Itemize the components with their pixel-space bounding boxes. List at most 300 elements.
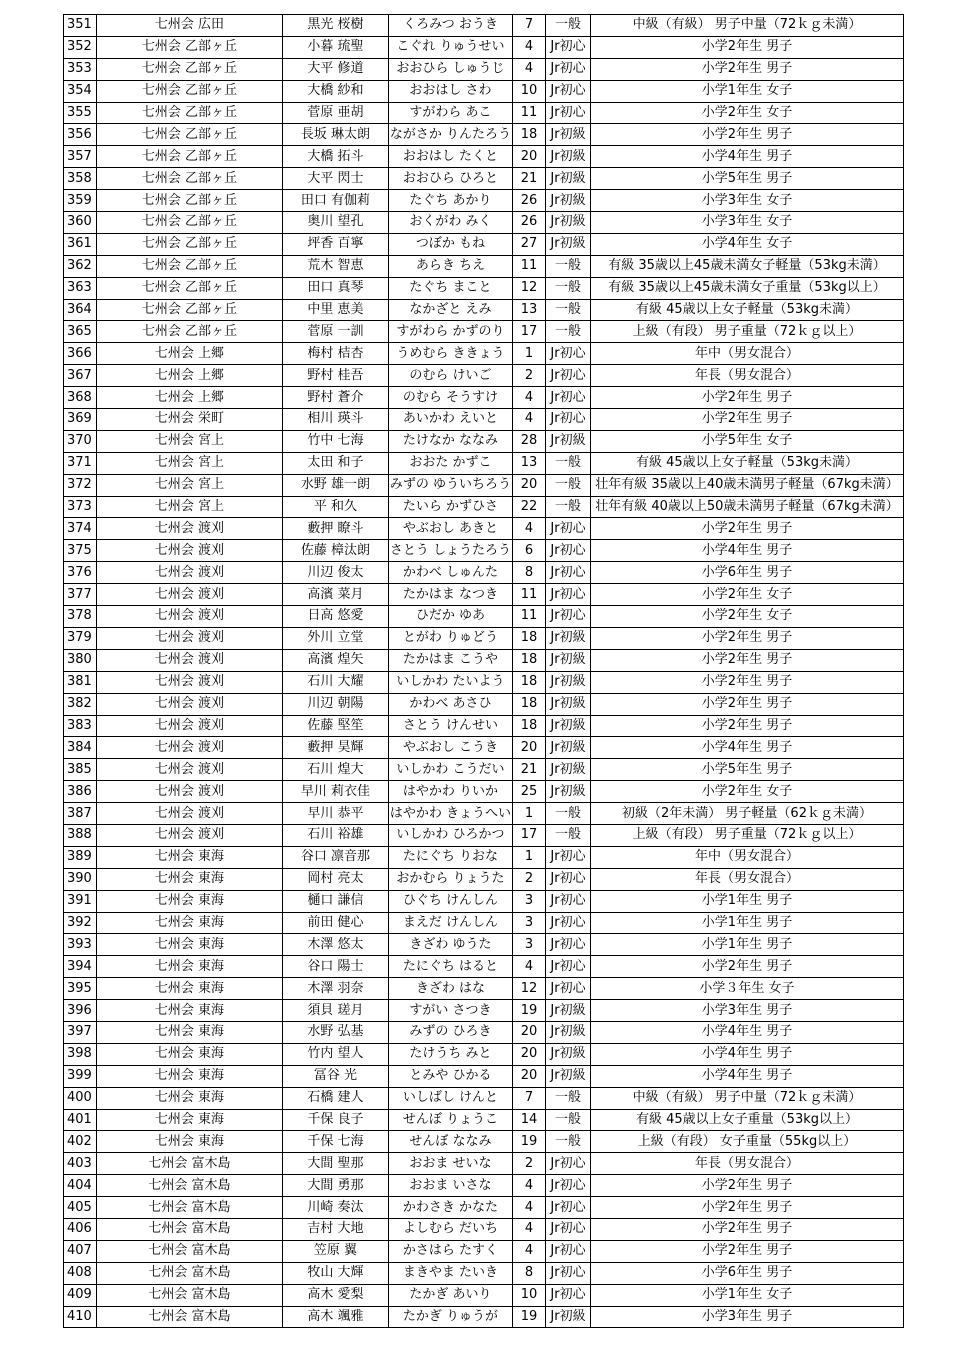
category-cell: 年長（男女混合）	[591, 1153, 904, 1175]
dojo-cell: 七州会 渡刈	[97, 759, 283, 781]
table-row	[64, 1175, 904, 1197]
group-number-cell: 26	[513, 212, 546, 234]
dojo-cell: 七州会 渡刈	[97, 606, 283, 628]
category-cell: 初級（2年未満） 男子軽量（62ｋｇ未満）	[591, 803, 904, 825]
class-cell: Jr初級	[546, 233, 591, 255]
kana-cell: ひだか ゆあ	[389, 606, 513, 628]
table-row	[64, 1218, 904, 1240]
kana-cell: たかぎ あいり	[389, 1284, 513, 1306]
dojo-cell: 七州会 渡刈	[97, 715, 283, 737]
class-cell: Jr初心	[546, 934, 591, 956]
class-cell: Jr初級	[546, 627, 591, 649]
class-cell: 一般	[546, 299, 591, 321]
class-cell: 一般	[546, 277, 591, 299]
name-cell: 梅村 桔杏	[283, 343, 389, 365]
group-number-cell: 26	[513, 190, 546, 212]
dojo-cell: 七州会 渡刈	[97, 584, 283, 606]
class-cell: Jr初心	[546, 36, 591, 58]
class-cell: Jr初心	[546, 409, 591, 431]
name-cell: 大間 聖那	[283, 1153, 389, 1175]
class-cell: Jr初心	[546, 606, 591, 628]
dojo-cell: 七州会 東海	[97, 1021, 283, 1043]
class-cell: Jr初級	[546, 1306, 591, 1328]
entry-number-cell: 373	[64, 496, 97, 518]
name-cell: 須貝 瑳月	[283, 1000, 389, 1022]
group-number-cell: 3	[513, 890, 546, 912]
kana-cell: かわべ あさひ	[389, 693, 513, 715]
entry-number-cell: 376	[64, 562, 97, 584]
name-cell: 川辺 俊太	[283, 562, 389, 584]
category-cell: 小学2年生 男子	[591, 387, 904, 409]
group-number-cell: 18	[513, 693, 546, 715]
name-cell: 石川 裕雄	[283, 824, 389, 846]
kana-cell: まきやま たいき	[389, 1262, 513, 1284]
group-number-cell: 22	[513, 496, 546, 518]
kana-cell: みずの ゆういちろう	[389, 474, 513, 496]
class-cell: Jr初級	[546, 430, 591, 452]
category-cell: 小学2年生 男子	[591, 58, 904, 80]
dojo-cell: 七州会 富木島	[97, 1175, 283, 1197]
class-cell: Jr初級	[546, 1043, 591, 1065]
group-number-cell: 4	[513, 518, 546, 540]
table-row	[64, 146, 904, 168]
group-number-cell: 21	[513, 168, 546, 190]
dojo-cell: 七州会 乙部ヶ丘	[97, 124, 283, 146]
category-cell: 小学2年生 男子	[591, 409, 904, 431]
name-cell: 川崎 奏汰	[283, 1197, 389, 1219]
entry-number-cell: 390	[64, 868, 97, 890]
table-row	[64, 649, 904, 671]
entry-number-cell: 395	[64, 978, 97, 1000]
category-cell: 壮年有級 40歳以上50歳未満男子軽量（67kg未満）	[591, 496, 904, 518]
entry-number-cell: 367	[64, 365, 97, 387]
dojo-cell: 七州会 乙部ヶ丘	[97, 36, 283, 58]
table-row	[64, 1021, 904, 1043]
name-cell: 石橋 建人	[283, 1087, 389, 1109]
class-cell: Jr初心	[546, 1218, 591, 1240]
table-row	[64, 868, 904, 890]
entry-number-cell: 384	[64, 737, 97, 759]
table-row	[64, 978, 904, 1000]
group-number-cell: 11	[513, 606, 546, 628]
name-cell: 石川 煌大	[283, 759, 389, 781]
dojo-cell: 七州会 宮上	[97, 430, 283, 452]
category-cell: 小学2年生 男子	[591, 1175, 904, 1197]
class-cell: Jr初心	[546, 846, 591, 868]
category-cell: 小学5年生 女子	[591, 430, 904, 452]
table-row	[64, 693, 904, 715]
entry-number-cell: 358	[64, 168, 97, 190]
group-number-cell: 20	[513, 1043, 546, 1065]
kana-cell: はやかわ りいか	[389, 781, 513, 803]
entry-number-cell: 406	[64, 1218, 97, 1240]
group-number-cell: 7	[513, 1087, 546, 1109]
dojo-cell: 七州会 乙部ヶ丘	[97, 277, 283, 299]
entry-number-cell: 387	[64, 803, 97, 825]
kana-cell: あらき ちえ	[389, 255, 513, 277]
dojo-cell: 七州会 乙部ヶ丘	[97, 102, 283, 124]
name-cell: 水野 弘基	[283, 1021, 389, 1043]
name-cell: 太田 和子	[283, 452, 389, 474]
dojo-cell: 七州会 東海	[97, 1131, 283, 1153]
group-number-cell: 18	[513, 649, 546, 671]
kana-cell: きざわ はな	[389, 978, 513, 1000]
category-cell: 小学2年生 男子	[591, 715, 904, 737]
group-number-cell: 1	[513, 846, 546, 868]
dojo-cell: 七州会 乙部ヶ丘	[97, 80, 283, 102]
table-row	[64, 80, 904, 102]
dojo-cell: 七州会 宮上	[97, 452, 283, 474]
entry-number-cell: 383	[64, 715, 97, 737]
name-cell: 野村 桂吾	[283, 365, 389, 387]
dojo-cell: 七州会 東海	[97, 868, 283, 890]
entry-number-cell: 359	[64, 190, 97, 212]
group-number-cell: 8	[513, 562, 546, 584]
class-cell: 一般	[546, 452, 591, 474]
entry-number-cell: 410	[64, 1306, 97, 1328]
table-row	[64, 1109, 904, 1131]
category-cell: 小学4年生 男子	[591, 1065, 904, 1087]
group-number-cell: 2	[513, 365, 546, 387]
kana-cell: おおま いさな	[389, 1175, 513, 1197]
group-number-cell: 19	[513, 1000, 546, 1022]
entry-number-cell: 363	[64, 277, 97, 299]
category-cell: 小学2年生 男子	[591, 1218, 904, 1240]
name-cell: 木澤 悠太	[283, 934, 389, 956]
category-cell: 有級 35歳以上45歳未満女子重量（53kg以上）	[591, 277, 904, 299]
class-cell: Jr初級	[546, 146, 591, 168]
category-cell: 有級 45歳以上女子軽量（53kg未満）	[591, 299, 904, 321]
entry-number-cell: 398	[64, 1043, 97, 1065]
category-cell: 年中（男女混合）	[591, 846, 904, 868]
name-cell: 大橋 拓斗	[283, 146, 389, 168]
category-cell: 中級（有級） 男子中量（72ｋｇ未満）	[591, 15, 904, 37]
kana-cell: たかぎ りゅうが	[389, 1306, 513, 1328]
entry-number-cell: 385	[64, 759, 97, 781]
dojo-cell: 七州会 上郷	[97, 343, 283, 365]
table-row	[64, 715, 904, 737]
kana-cell: なかざと えみ	[389, 299, 513, 321]
category-cell: 小学3年生 女子	[591, 212, 904, 234]
entry-number-cell: 357	[64, 146, 97, 168]
table-row	[64, 627, 904, 649]
group-number-cell: 28	[513, 430, 546, 452]
group-number-cell: 3	[513, 934, 546, 956]
kana-cell: まえだ けんしん	[389, 912, 513, 934]
dojo-cell: 七州会 渡刈	[97, 562, 283, 584]
name-cell: 田口 真琴	[283, 277, 389, 299]
category-cell: 年長（男女混合）	[591, 365, 904, 387]
group-number-cell: 4	[513, 36, 546, 58]
class-cell: 一般	[546, 255, 591, 277]
dojo-cell: 七州会 富木島	[97, 1153, 283, 1175]
category-cell: 小学4年生 男子	[591, 540, 904, 562]
dojo-cell: 七州会 富木島	[97, 1306, 283, 1328]
category-cell: 有級 45歳以上女子軽量（53kg未満）	[591, 452, 904, 474]
name-cell: 前田 健心	[283, 912, 389, 934]
class-cell: Jr初級	[546, 212, 591, 234]
group-number-cell: 19	[513, 1131, 546, 1153]
kana-cell: とみや ひかる	[389, 1065, 513, 1087]
table-row	[64, 934, 904, 956]
class-cell: 一般	[546, 1087, 591, 1109]
dojo-cell: 七州会 東海	[97, 978, 283, 1000]
kana-cell: みずの ひろき	[389, 1021, 513, 1043]
entry-number-cell: 409	[64, 1284, 97, 1306]
table-row	[64, 540, 904, 562]
kana-cell: たぐち まこと	[389, 277, 513, 299]
dojo-cell: 七州会 富木島	[97, 1197, 283, 1219]
name-cell: 早川 莉衣佳	[283, 781, 389, 803]
name-cell: 佐藤 樟汰朗	[283, 540, 389, 562]
table-row	[64, 518, 904, 540]
kana-cell: ひぐち けんしん	[389, 890, 513, 912]
kana-cell: あいかわ えいと	[389, 409, 513, 431]
group-number-cell: 4	[513, 1175, 546, 1197]
entry-number-cell: 382	[64, 693, 97, 715]
entry-number-cell: 379	[64, 627, 97, 649]
kana-cell: かわさき かなた	[389, 1197, 513, 1219]
group-number-cell: 13	[513, 452, 546, 474]
name-cell: 早川 恭平	[283, 803, 389, 825]
class-cell: Jr初心	[546, 518, 591, 540]
class-cell: Jr初心	[546, 890, 591, 912]
table-row	[64, 1000, 904, 1022]
dojo-cell: 七州会 宮上	[97, 474, 283, 496]
group-number-cell: 17	[513, 321, 546, 343]
name-cell: 岡村 亮太	[283, 868, 389, 890]
entry-number-cell: 392	[64, 912, 97, 934]
category-cell: 小学4年生 女子	[591, 233, 904, 255]
class-cell: Jr初級	[546, 781, 591, 803]
name-cell: 高木 愛梨	[283, 1284, 389, 1306]
entry-number-cell: 381	[64, 671, 97, 693]
kana-cell: とがわ りゅどう	[389, 627, 513, 649]
name-cell: 大間 勇那	[283, 1175, 389, 1197]
dojo-cell: 七州会 栄町	[97, 409, 283, 431]
group-number-cell: 27	[513, 233, 546, 255]
table-row	[64, 1306, 904, 1328]
name-cell: 竹中 七海	[283, 430, 389, 452]
kana-cell: ながさか りんたろう	[389, 124, 513, 146]
category-cell: 小学6年生 男子	[591, 1262, 904, 1284]
table-row	[64, 912, 904, 934]
class-cell: 一般	[546, 1131, 591, 1153]
name-cell: 千保 七海	[283, 1131, 389, 1153]
group-number-cell: 2	[513, 1153, 546, 1175]
dojo-cell: 七州会 渡刈	[97, 540, 283, 562]
kana-cell: たかはま なつき	[389, 584, 513, 606]
dojo-cell: 七州会 乙部ヶ丘	[97, 321, 283, 343]
class-cell: Jr初心	[546, 343, 591, 365]
name-cell: 藪押 瞭斗	[283, 518, 389, 540]
kana-cell: のむら けいご	[389, 365, 513, 387]
table-row	[64, 803, 904, 825]
category-cell: 有級 45歳以上女子重量（53kg以上）	[591, 1109, 904, 1131]
kana-cell: のむら そうすけ	[389, 387, 513, 409]
table-row	[64, 365, 904, 387]
class-cell: Jr初心	[546, 1197, 591, 1219]
dojo-cell: 七州会 東海	[97, 1000, 283, 1022]
table-row	[64, 737, 904, 759]
entry-number-cell: 351	[64, 15, 97, 37]
group-number-cell: 18	[513, 627, 546, 649]
name-cell: 佐藤 堅笙	[283, 715, 389, 737]
table-row	[64, 1043, 904, 1065]
class-cell: Jr初心	[546, 58, 591, 80]
class-cell: Jr初心	[546, 978, 591, 1000]
dojo-cell: 七州会 渡刈	[97, 824, 283, 846]
category-cell: 小学6年生 男子	[591, 562, 904, 584]
table-row	[64, 474, 904, 496]
table-row	[64, 846, 904, 868]
group-number-cell: 4	[513, 58, 546, 80]
class-cell: Jr初心	[546, 956, 591, 978]
kana-cell: きざわ ゆうた	[389, 934, 513, 956]
table-row	[64, 321, 904, 343]
table-row	[64, 824, 904, 846]
group-number-cell: 11	[513, 255, 546, 277]
name-cell: 竹内 望人	[283, 1043, 389, 1065]
name-cell: 日高 悠愛	[283, 606, 389, 628]
dojo-cell: 七州会 東海	[97, 890, 283, 912]
table-row	[64, 956, 904, 978]
category-cell: 小学4年生 男子	[591, 1043, 904, 1065]
table-row	[64, 36, 904, 58]
class-cell: 一般	[546, 496, 591, 518]
name-cell: 石川 大耀	[283, 671, 389, 693]
kana-cell: おおた かずこ	[389, 452, 513, 474]
dojo-cell: 七州会 渡刈	[97, 627, 283, 649]
category-cell: 小学2年生 女子	[591, 102, 904, 124]
table-row	[64, 1153, 904, 1175]
kana-cell: こぐれ りゅうせい	[389, 36, 513, 58]
class-cell: Jr初級	[546, 737, 591, 759]
class-cell: 一般	[546, 321, 591, 343]
dojo-cell: 七州会 渡刈	[97, 649, 283, 671]
table-row	[64, 387, 904, 409]
entry-number-cell: 355	[64, 102, 97, 124]
group-number-cell: 4	[513, 387, 546, 409]
kana-cell: たにぐち はると	[389, 956, 513, 978]
table-row	[64, 1131, 904, 1153]
dojo-cell: 七州会 上郷	[97, 365, 283, 387]
kana-cell: いしかわ こうだい	[389, 759, 513, 781]
kana-cell: すがい さつき	[389, 1000, 513, 1022]
group-number-cell: 4	[513, 409, 546, 431]
kana-cell: たぐち あかり	[389, 190, 513, 212]
group-number-cell: 20	[513, 146, 546, 168]
kana-cell: つぼか もね	[389, 233, 513, 255]
entry-number-cell: 403	[64, 1153, 97, 1175]
dojo-cell: 七州会 乙部ヶ丘	[97, 212, 283, 234]
entry-number-cell: 389	[64, 846, 97, 868]
name-cell: 荒木 智恵	[283, 255, 389, 277]
kana-cell: かさはら たすく	[389, 1240, 513, 1262]
dojo-cell: 七州会 乙部ヶ丘	[97, 299, 283, 321]
entry-number-cell: 366	[64, 343, 97, 365]
category-cell: 小学2年生 男子	[591, 124, 904, 146]
table-row	[64, 1065, 904, 1087]
dojo-cell: 七州会 富木島	[97, 1284, 283, 1306]
name-cell: 田口 有伽莉	[283, 190, 389, 212]
entry-number-cell: 360	[64, 212, 97, 234]
entry-number-cell: 364	[64, 299, 97, 321]
category-cell: 有級 35歳以上45歳未満女子軽量（53kg未満）	[591, 255, 904, 277]
category-cell: 年中（男女混合）	[591, 343, 904, 365]
class-cell: Jr初心	[546, 1240, 591, 1262]
kana-cell: せんぼ りょうこ	[389, 1109, 513, 1131]
table-row	[64, 277, 904, 299]
table-row	[64, 255, 904, 277]
entry-number-cell: 396	[64, 1000, 97, 1022]
entry-table	[63, 14, 904, 1328]
kana-cell: おおひら しゅうじ	[389, 58, 513, 80]
category-cell: 小学2年生 男子	[591, 36, 904, 58]
entry-number-cell: 400	[64, 1087, 97, 1109]
dojo-cell: 七州会 富木島	[97, 1262, 283, 1284]
dojo-cell: 七州会 東海	[97, 1109, 283, 1131]
class-cell: Jr初級	[546, 1065, 591, 1087]
group-number-cell: 18	[513, 124, 546, 146]
kana-cell: おおはし たくと	[389, 146, 513, 168]
name-cell: 長坂 琳太朗	[283, 124, 389, 146]
name-cell: 藪押 昊輝	[283, 737, 389, 759]
category-cell: 上級（有段） 男子重量（72ｋｇ以上）	[591, 824, 904, 846]
group-number-cell: 3	[513, 912, 546, 934]
kana-cell: うめむら ききょう	[389, 343, 513, 365]
name-cell: 平 和久	[283, 496, 389, 518]
kana-cell: たかはま こうや	[389, 649, 513, 671]
entry-number-cell: 371	[64, 452, 97, 474]
table-row	[64, 781, 904, 803]
name-cell: 菅原 亜胡	[283, 102, 389, 124]
category-cell: 小学2年生 女子	[591, 584, 904, 606]
name-cell: 谷口 凛音那	[283, 846, 389, 868]
entry-number-cell: 388	[64, 824, 97, 846]
name-cell: 小暮 琉聖	[283, 36, 389, 58]
class-cell: Jr初心	[546, 912, 591, 934]
category-cell: 小学1年生 男子	[591, 934, 904, 956]
class-cell: Jr初級	[546, 649, 591, 671]
group-number-cell: 17	[513, 824, 546, 846]
table-row	[64, 409, 904, 431]
class-cell: 一般	[546, 474, 591, 496]
kana-cell: やぶおし こうき	[389, 737, 513, 759]
group-number-cell: 18	[513, 715, 546, 737]
kana-cell: さとう しょうたろう	[389, 540, 513, 562]
entry-number-cell: 377	[64, 584, 97, 606]
kana-cell: はやかわ きょうへい	[389, 803, 513, 825]
entry-number-cell: 391	[64, 890, 97, 912]
dojo-cell: 七州会 広田	[97, 15, 283, 37]
table-row	[64, 1284, 904, 1306]
name-cell: 木澤 羽奈	[283, 978, 389, 1000]
category-cell: 上級（有段） 男子重量（72ｋｇ以上）	[591, 321, 904, 343]
dojo-cell: 七州会 東海	[97, 1043, 283, 1065]
category-cell: 上級（有段） 女子重量（55kg以上）	[591, 1131, 904, 1153]
entry-number-cell: 368	[64, 387, 97, 409]
class-cell: Jr初心	[546, 540, 591, 562]
kana-cell: いしばし けんと	[389, 1087, 513, 1109]
name-cell: 高濱 煌矢	[283, 649, 389, 671]
dojo-cell: 七州会 乙部ヶ丘	[97, 190, 283, 212]
name-cell: 相川 瑛斗	[283, 409, 389, 431]
table-row	[64, 212, 904, 234]
class-cell: 一般	[546, 1109, 591, 1131]
category-cell: 小学2年生 男子	[591, 518, 904, 540]
name-cell: 黒光 桜樹	[283, 15, 389, 37]
